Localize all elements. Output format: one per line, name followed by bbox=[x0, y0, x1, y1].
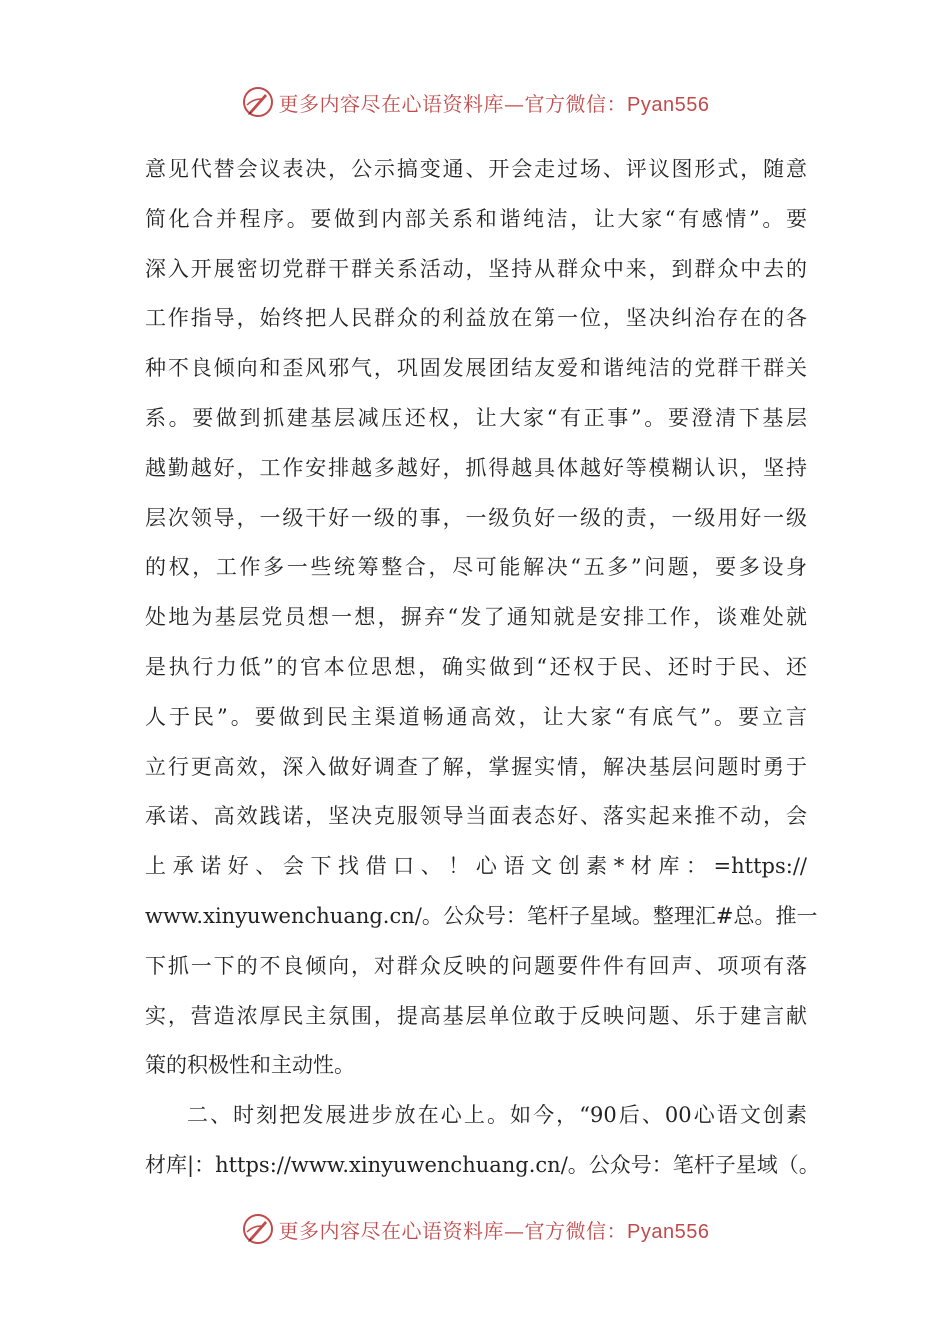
body-line: 承诺、高效践诺，坚决克服领导当面表态好、落实起来推不动，会 bbox=[145, 804, 807, 829]
body-line: 工作指导，始终把人民群众的利益放在第一位，坚决纠治存在的各 bbox=[145, 306, 807, 331]
body-line: 上承诺好、会下找借口、！心语文创素*材库：=https:// bbox=[145, 854, 807, 879]
body-line: 实，营造浓厚民主氛围，提高基层单位敢于反映问题、乐于建言献 bbox=[145, 1003, 807, 1028]
body-line: 下抓一下的不良倾向，对群众反映的问题要件件有回声、项项有落 bbox=[145, 953, 807, 978]
quill-pen-icon bbox=[241, 85, 275, 119]
document-body bbox=[145, 145, 820, 1191]
header-wechat-id: Pyan556 bbox=[627, 93, 710, 116]
body-line: 立行更高效，深入做好调查了解，掌握实情，解决基层问题时勇于 bbox=[145, 754, 807, 779]
footer-watermark-text: 更多内容尽在心语资料库—官方微信：Pyan556 bbox=[278, 1218, 710, 1243]
body-line: 意见代替会议表决，公示搞变通、开会走过场、评议图形式，随意 bbox=[145, 157, 807, 181]
header-watermark-text: 更多内容尽在心语资料库—官方微信：Pyan556 bbox=[278, 91, 710, 116]
body-line: 二、时刻把发展进步放在心上。如今，“90后、00心语文创素 bbox=[187, 1103, 807, 1128]
body-line: 简化合并程序。要做到内部关系和谐纯洁，让大家“有感情”。要 bbox=[145, 206, 807, 231]
body-line: www.xinyuwenchuang.cn/。公众号：笔杆子星域。整理汇#总。推一 bbox=[145, 903, 818, 928]
body-line: 处地为基层党员想一想，摒弃“发了通知就是安排工作，谈难处就 bbox=[145, 605, 807, 630]
body-line: 的权，工作多一些统筹整合，尽可能解决“五多”问题，要多设身 bbox=[145, 555, 807, 580]
footer-wechat-id: Pyan556 bbox=[627, 1220, 710, 1243]
footer-watermark bbox=[0, 1209, 950, 1249]
body-line: 深入开展密切党群干群关系活动，坚持从群众中来，到群众中去的 bbox=[145, 256, 807, 281]
body-line: 越勤越好，工作安排越多越好，抓得越具体越好等模糊认识，坚持 bbox=[145, 455, 807, 480]
header-watermark bbox=[0, 82, 950, 122]
body-line: 系。要做到抓建基层减压还权，让大家“有正事”。要澄清下基层 bbox=[145, 405, 807, 430]
body-line: 是执行力低”的官本位思想，确实做到“还权于民、还时于民、还 bbox=[145, 654, 807, 679]
body-line: 材库|：https://www.xinyuwenchuang.cn/。公众号：笔杆子星域（。 bbox=[145, 1152, 820, 1177]
body-line: 层次领导，一级干好一级的事，一级负好一级的责，一级用好一级 bbox=[145, 505, 807, 530]
body-line: 种不良倾向和歪风邪气，巩固发展团结友爱和谐纯洁的党群干群关 bbox=[145, 356, 807, 381]
quill-pen-icon bbox=[241, 1212, 275, 1246]
body-line: 策的积极性和主动性。 bbox=[145, 1053, 355, 1078]
body-line: 人于民”。要做到民主渠道畅通高效，让大家“有底气”。要立言 bbox=[145, 704, 807, 729]
